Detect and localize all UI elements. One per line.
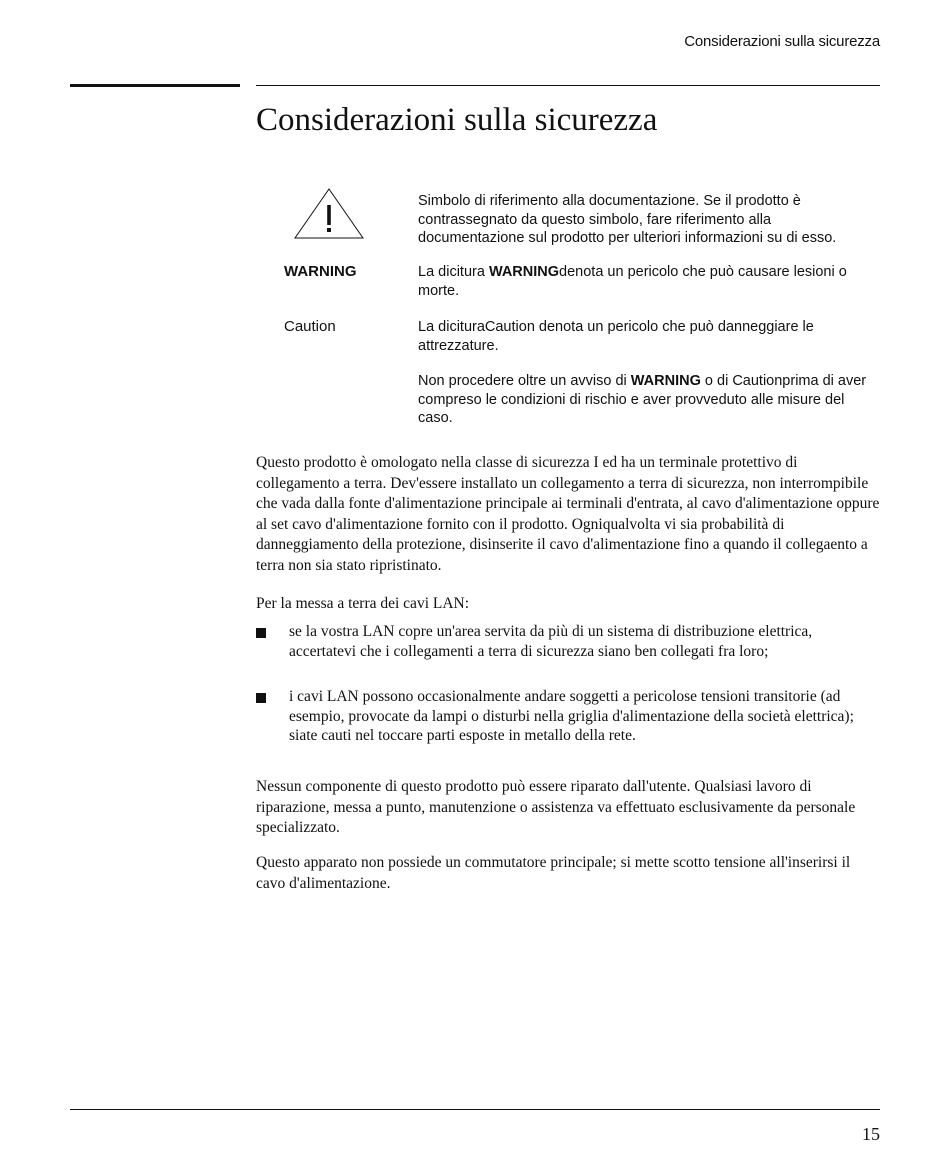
list-item: i cavi LAN possono occasionalmente andare soggetti a pericolose tensioni transitorie (ad esempio, provocate da lampi o disturbi nella griglia d'alimentazione della società elettrica); siate cauti nel toccare parti esposte in metallo della rete. <box>289 688 854 744</box>
page-number: 15 <box>862 1124 880 1144</box>
proceed-text-prefix: Non procedere oltre un avviso di <box>418 373 631 389</box>
proceed-text-bold: WARNING <box>630 373 701 389</box>
caution-definition: La diciturаCaution denota un pericolo che può danneggiare le attrezzature. <box>418 319 814 354</box>
warning-text-suffix: denota un pericolo che può causare lesioni o morte. <box>418 264 847 299</box>
caution-label: Caution <box>284 318 336 335</box>
symbol-definition: Simbolo di riferimento alla documentazione. Se il prodotto è contrassegnato da questo simbolo, fare riferimento alla documentazione sul prodotto per ulteriori informazioni su di esso. <box>418 193 837 246</box>
header-rule-thin <box>256 85 880 86</box>
warning-label: WARNING <box>284 263 357 280</box>
square-bullet-icon <box>256 693 266 703</box>
page-title: Considerazioni sulla sicurezza <box>256 102 658 138</box>
warning-text-bold: WARNING <box>488 264 560 280</box>
footer-rule <box>70 1109 880 1110</box>
warning-text-prefix: La dicitura <box>418 264 489 280</box>
power-switch-paragraph: Questo apparato non possiede un commutatore principale; si mette scotto tensione all'inserirsi il cavo d'alimentazione. <box>256 854 851 892</box>
list-item: se la vostra LAN copre un'area servita da più di un sistema di distribuzione elettrica, accertatevi che i collegamenti a terra di sicurezza siano ben collegati fra loro; <box>289 623 813 660</box>
proceed-note <box>418 372 873 428</box>
proceed-text-suffix: o di Cautionprima di aver compreso le condizioni di rischio e aver provveduto alle misure del caso. <box>418 373 867 426</box>
warning-triangle-icon <box>293 188 365 240</box>
square-bullet-icon <box>256 628 266 638</box>
lan-intro: Per la messa a terra dei cavi LAN: <box>256 595 470 612</box>
running-header: Considerazioni sulla sicurezza <box>684 33 880 50</box>
header-rule-thick <box>70 84 240 87</box>
grounding-paragraph: Questo prodotto è omologato nella classe di sicurezza I ed ha un terminale protettivo di collegamento a terra. Dev'essere installato un collegamento a terra di sicurezza, non interrompibile che vada dalla fonte d'alimentazione principale ai terminali d'entrata, al cavo d'alimentazione oppure al set cavo d'alimentazione fornito con il prodotto. Ogniqualvolta vi sia probabilità di danneggiamento della protezione, disinserite il cavo d'alimentazione fino a quando il collegaento a terra non sia stato ripristinato. <box>256 454 880 574</box>
warning-definition <box>418 263 873 300</box>
service-paragraph: Nessun componente di questo prodotto può essere riparato dall'utente. Qualsiasi lavoro di riparazione, messa a punto, manutenzione o assistenza va effettuato esclusivamente da personale specializzato. <box>256 778 856 836</box>
